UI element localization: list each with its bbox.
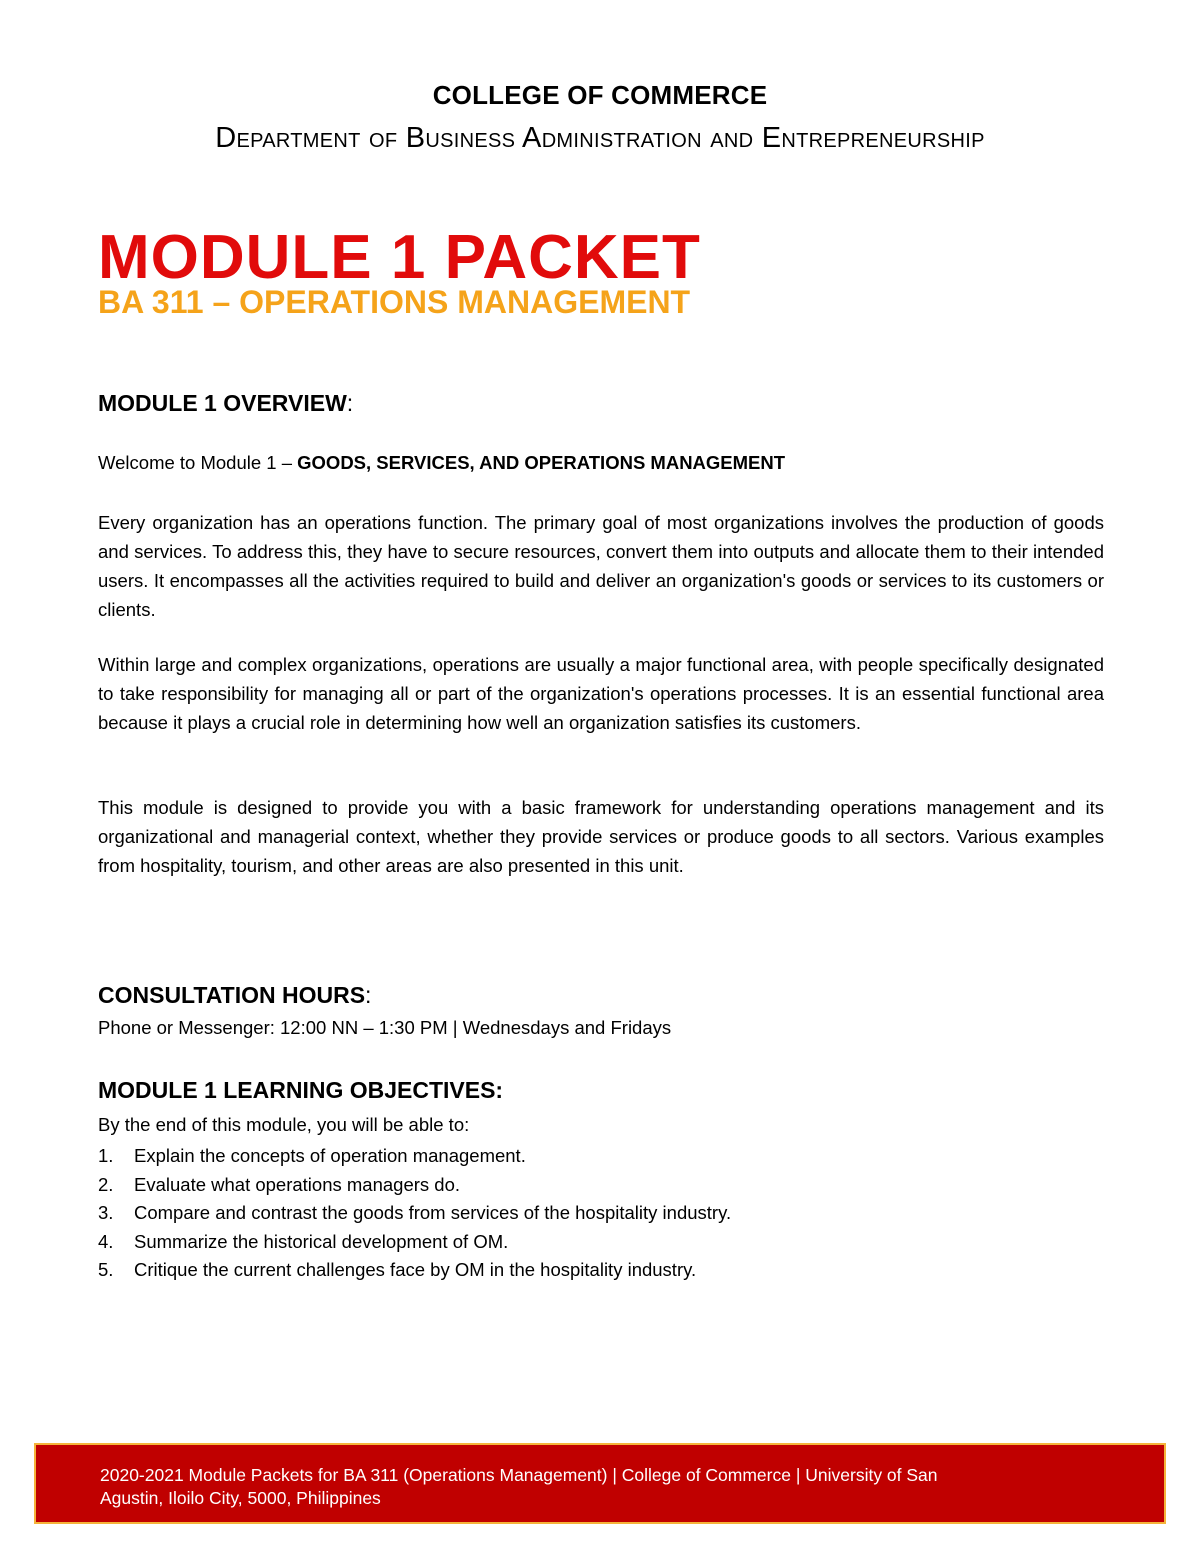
list-item-text: Critique the current challenges face by OM in the hospitality industry. — [134, 1259, 697, 1280]
objectives-heading: MODULE 1 LEARNING OBJECTIVES: — [98, 1077, 504, 1103]
overview-paragraph-3: This module is designed to provide you with a basic framework for understanding operations management and its organizational and managerial context, whether they provide services or produce goods to all sectors. Various examples from hospitality, tourism, and other areas are also presented in this unit. — [98, 797, 1104, 876]
page-footer — [34, 1443, 1166, 1524]
list-item — [98, 1256, 731, 1285]
list-item — [98, 1228, 731, 1257]
footer-line-1: 2020-2021 Module Packets for BA 311 (Operations Management) | College of Commerce | University of San — [100, 1465, 938, 1485]
department-name: Department of Business Administration and Entrepreneurship — [215, 122, 985, 154]
welcome-line — [98, 452, 785, 474]
overview-paragraph-2: Within large and complex organizations, operations are usually a major functional area, with people specifically designated to take responsibility for managing all or part of the organization's operations processes. It is an essential functional area because it plays a crucial role in determining how well an organization satisfies its customers. — [98, 654, 1104, 733]
list-item-number: 4. — [98, 1230, 114, 1252]
list-item-number: 5. — [98, 1259, 114, 1280]
list-item-text: Compare and contrast the goods from services of the hospitality industry. — [134, 1202, 732, 1223]
footer-line-2: Agustin, Iloilo City, 5000, Philippines — [100, 1488, 381, 1508]
list-item-text: Explain the concepts of operation management. — [134, 1145, 526, 1166]
list-item-number: 2. — [98, 1173, 114, 1195]
consultation-heading-text: CONSULTATION HOURS — [98, 982, 366, 1008]
list-item — [98, 1199, 731, 1228]
course-title: BA 311 – OPERATIONS MANAGEMENT — [98, 284, 691, 320]
list-item-text: Summarize the historical development of OM. — [134, 1230, 509, 1252]
overview-heading: MODULE 1 OVERVIEW: — [98, 390, 354, 416]
list-item-number: 1. — [98, 1145, 114, 1166]
list-item — [98, 1142, 731, 1171]
objectives-list — [98, 1142, 731, 1285]
overview-heading-text: MODULE 1 OVERVIEW — [98, 390, 347, 416]
list-item-text: Evaluate what operations managers do. — [134, 1173, 461, 1195]
module-title: MODULE 1 PACKET — [98, 223, 701, 292]
footer-text — [100, 1464, 1100, 1510]
list-item-number: 3. — [98, 1202, 114, 1223]
welcome-prefix: Welcome to Module 1 – — [98, 452, 298, 473]
objectives-intro: By the end of this module, you will be able to: — [98, 1114, 470, 1135]
consultation-schedule: Phone or Messenger: 12:00 NN – 1:30 PM | Wednesdays and Fridays — [98, 1017, 672, 1038]
consultation-heading: CONSULTATION HOURS: — [98, 982, 372, 1008]
overview-paragraph-1: Every organization has an operations function. The primary goal of most organizations involves the production of goods and services. To address this, they have to secure resources, convert them into outputs and allocate them to their intended users. It encompasses all the activities required to build and deliver an organization's goods or services to its customers or clients. — [98, 512, 1104, 620]
college-name: COLLEGE OF COMMERCE — [432, 80, 768, 110]
module-topic: GOODS, SERVICES, AND OPERATIONS MANAGEMENT — [297, 452, 786, 473]
list-item — [98, 1171, 731, 1200]
